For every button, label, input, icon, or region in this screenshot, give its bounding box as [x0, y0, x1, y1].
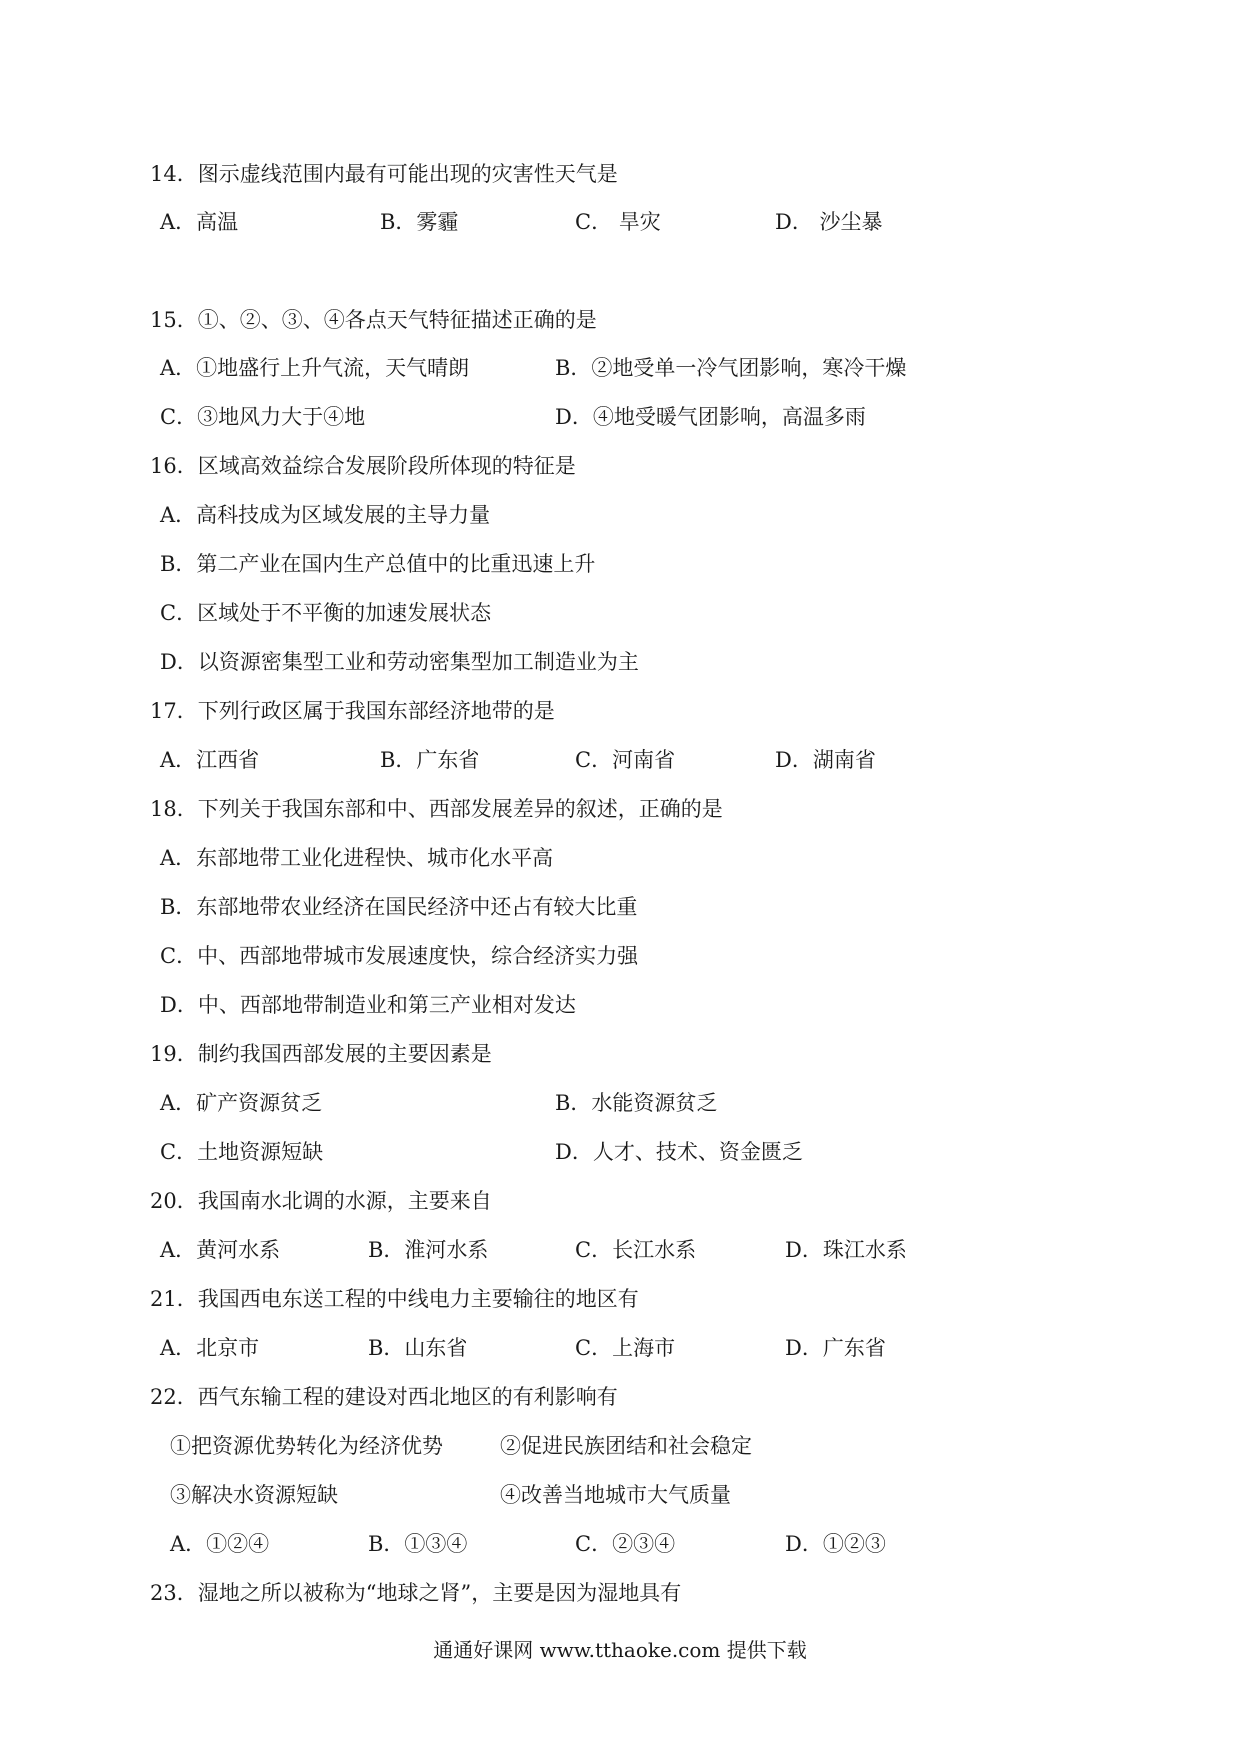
q16-option-c: C．区域处于不平衡的加速发展状态: [160, 601, 492, 625]
q15-option-a: A．①地盛行上升气流，天气晴朗: [160, 356, 470, 380]
q16-option-b: B．第二产业在国内生产总值中的比重迅速上升: [160, 552, 596, 576]
q17-option-c: C．河南省: [575, 748, 676, 772]
q15-option-c: C．③地风力大于④地: [160, 405, 366, 429]
q16-option-d: D．以资源密集型工业和劳动密集型加工制造业为主: [160, 650, 639, 674]
page-footer: 通通好课网 www.tthaoke.com 提供下载: [433, 1638, 807, 1662]
q22-option-c: C．②③④: [575, 1532, 676, 1556]
q21-option-a: A．北京市: [160, 1336, 260, 1360]
question-23-stem: 23．湿地之所以被称为“地球之肾”，主要是因为湿地具有: [150, 1581, 682, 1605]
q17-option-d: D．湖南省: [775, 748, 876, 772]
q14-option-c: C． 旱灾: [575, 210, 661, 234]
question-15-stem: 15．①、②、③、④各点天气特征描述正确的是: [150, 308, 597, 332]
q14-option-a: A．高温: [160, 210, 239, 234]
q22-statement-2: ②促进民族团结和社会稳定: [500, 1434, 752, 1458]
q19-option-d: D．人才、技术、资金匮乏: [555, 1140, 803, 1164]
q17-option-a: A．江西省: [160, 748, 260, 772]
q16-option-a: A．高科技成为区域发展的主导力量: [160, 503, 491, 527]
q14-option-d: D． 沙尘暴: [775, 210, 883, 234]
q21-option-d: D．广东省: [785, 1336, 886, 1360]
q18-option-c: C．中、西部地带城市发展速度快，综合经济实力强: [160, 944, 639, 968]
q18-option-a: A．东部地带工业化进程快、城市化水平高: [160, 846, 554, 870]
question-19-stem: 19．制约我国西部发展的主要因素是: [150, 1042, 492, 1066]
q17-option-b: B．广东省: [380, 748, 480, 772]
q21-option-c: C．上海市: [575, 1336, 676, 1360]
q15-option-d: D．④地受暖气团影响，高温多雨: [555, 405, 866, 429]
q20-option-a: A．黄河水系: [160, 1238, 281, 1262]
q22-statement-3: ③解决水资源短缺: [170, 1483, 338, 1507]
q22-statement-1: ①把资源优势转化为经济优势: [170, 1434, 443, 1458]
q22-option-a: A．①②④: [170, 1532, 270, 1556]
question-14-stem: 14．图示虚线范围内最有可能出现的灾害性天气是: [150, 162, 618, 186]
q14-option-b: B．雾霾: [380, 210, 459, 234]
q19-option-b: B．水能资源贫乏: [555, 1091, 718, 1115]
q19-option-c: C．土地资源短缺: [160, 1140, 324, 1164]
q18-option-b: B．东部地带农业经济在国民经济中还占有较大比重: [160, 895, 638, 919]
q20-option-d: D．珠江水系: [785, 1238, 907, 1262]
question-17-stem: 17．下列行政区属于我国东部经济地带的是: [150, 699, 555, 723]
q22-option-b: B．①③④: [368, 1532, 468, 1556]
q15-option-b: B．②地受单一冷气团影响，寒冷干燥: [555, 356, 907, 380]
q21-option-b: B．山东省: [368, 1336, 468, 1360]
question-16-stem: 16．区域高效益综合发展阶段所体现的特征是: [150, 454, 576, 478]
question-22-stem: 22．西气东输工程的建设对西北地区的有利影响有: [150, 1385, 618, 1409]
question-20-stem: 20．我国南水北调的水源，主要来自: [150, 1189, 492, 1213]
q20-option-c: C．长江水系: [575, 1238, 697, 1262]
question-18-stem: 18．下列关于我国东部和中、西部发展差异的叙述，正确的是: [150, 797, 723, 821]
q22-statement-4: ④改善当地城市大气质量: [500, 1483, 731, 1507]
q18-option-d: D．中、西部地带制造业和第三产业相对发达: [160, 993, 576, 1017]
q22-option-d: D．①②③: [785, 1532, 886, 1556]
q19-option-a: A．矿产资源贫乏: [160, 1091, 323, 1115]
question-21-stem: 21．我国西电东送工程的中线电力主要输往的地区有: [150, 1287, 639, 1311]
q20-option-b: B．淮河水系: [368, 1238, 489, 1262]
